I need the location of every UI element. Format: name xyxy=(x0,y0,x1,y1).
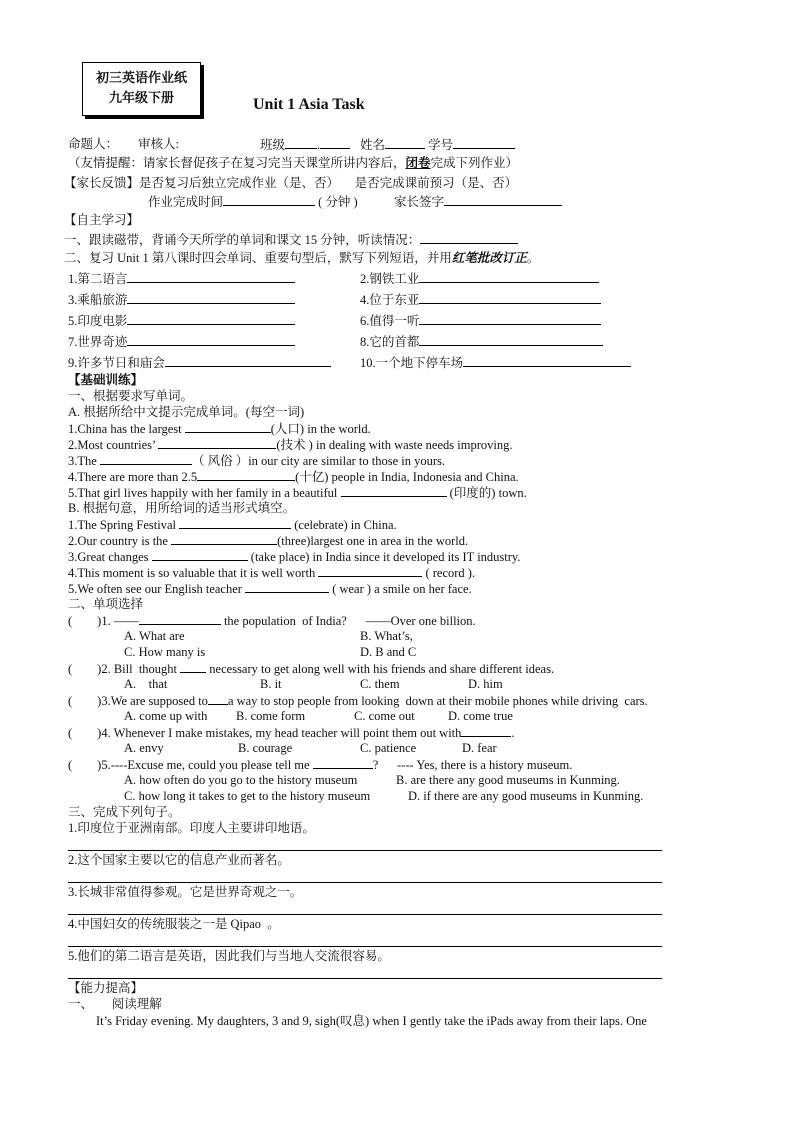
mc-text: ( )5.----Excuse me, could you please tell me xyxy=(68,758,313,772)
mc-text: ? ---- Yes, there is a history museum. xyxy=(372,758,573,772)
phrase-item[interactable] xyxy=(360,333,603,350)
fill-item xyxy=(68,564,475,581)
reading-passage: It’s Friday evening. My daughters, 3 and 9, sigh(叹息) when I gently take the iPads away from their laps. One xyxy=(96,1014,647,1028)
fill-text: ( wear ) a smile on her face. xyxy=(329,582,472,596)
phrase-label: 1.第二语言 xyxy=(68,272,128,286)
mc-option[interactable]: C. patience xyxy=(360,741,417,755)
answer-line[interactable] xyxy=(68,978,662,979)
phrase-label: 3.乘船旅游 xyxy=(68,293,128,307)
answer-blank[interactable] xyxy=(185,420,271,433)
phrase-item[interactable] xyxy=(68,354,331,371)
fill-text: (十亿) people in India, Indonesia and China. xyxy=(295,470,519,484)
sentence-prompt: 4.中国妇女的传统服装之一是 Qipao 。 xyxy=(68,917,280,931)
phrase-item[interactable] xyxy=(68,333,295,350)
fill-item xyxy=(68,516,397,533)
fill-text: (celebrate) in China. xyxy=(291,518,397,532)
reminder-end: 完成下列作业） xyxy=(430,156,519,170)
answer-blank[interactable] xyxy=(197,468,295,481)
fill-text: 3.Great changes xyxy=(68,550,152,564)
mc-option[interactable]: B. What’s, xyxy=(360,629,413,643)
fill-item xyxy=(68,420,371,437)
ability-heading: 【能力提高】 xyxy=(68,981,144,995)
mc-option[interactable]: B. it xyxy=(260,677,282,691)
mc-option[interactable]: D. him xyxy=(468,677,503,691)
mc-option[interactable]: C. how long it takes to get to the history museum xyxy=(124,789,371,803)
section-2-title: 二、单项选择 xyxy=(68,597,144,611)
fill-text: 4.There are more than 2.5 xyxy=(68,470,198,484)
signature-field[interactable] xyxy=(394,193,562,210)
answer-blank[interactable] xyxy=(139,612,221,625)
answer-blank[interactable] xyxy=(245,580,329,593)
page-title: Unit 1 Asia Task xyxy=(253,96,365,113)
section-3-title: 三、完成下列句子。 xyxy=(68,805,181,819)
mc-option[interactable]: D. come true xyxy=(448,709,513,723)
sentence-prompt: 5.他们的第二语言是英语，因此我们与当地人交流很容易。 xyxy=(68,949,390,963)
mc-text: ( )3.We are supposed to xyxy=(68,694,208,708)
mc-text: the population of India? ——Over one billion. xyxy=(220,614,476,628)
time-label: 作业完成时间 xyxy=(148,195,224,209)
fill-text: 3.The xyxy=(68,454,100,468)
worksheet-label: 初三英语作业纸 xyxy=(95,70,187,85)
mc-question xyxy=(68,756,572,773)
phrase-item[interactable] xyxy=(360,312,601,329)
phrase-label: 2.钢铁工业 xyxy=(360,272,420,286)
answer-blank[interactable] xyxy=(100,452,192,465)
mc-option[interactable]: C. come out xyxy=(354,709,415,723)
mc-option[interactable]: D. B and C xyxy=(360,645,417,659)
signature-label: 家长签字 xyxy=(394,195,445,209)
fill-text: 5.That girl lives happily with her family in a beautiful xyxy=(68,486,341,500)
phrase-item[interactable] xyxy=(360,291,601,308)
mc-text: ( )4. Whenever I make mistakes, my head teacher will point them out with xyxy=(68,726,462,740)
reminder-text: （友情提醒：请家长督促孩子在复习完当天课堂所讲内容后， xyxy=(68,156,406,170)
mc-question xyxy=(68,692,648,709)
answer-blank[interactable] xyxy=(461,724,511,737)
answer-blank[interactable] xyxy=(318,564,422,577)
mc-question xyxy=(68,724,515,741)
fill-item xyxy=(68,452,445,469)
number-field[interactable] xyxy=(428,136,515,153)
closed-book-text: 闭卷 xyxy=(405,156,431,170)
red-pen-text: 红笔批改订正 xyxy=(451,251,527,265)
time-field[interactable] xyxy=(148,193,358,210)
mc-option[interactable]: A. how often do you go to the history museum xyxy=(124,773,358,787)
task-listen-text: 一、跟读磁带，背诵今天所学的单词和课文 15 分钟，听读情况： xyxy=(64,233,421,247)
mc-text: ( )2. Bill thought xyxy=(68,662,181,676)
mc-option[interactable]: A. come up with xyxy=(124,709,208,723)
grade-label: 九年级下册 xyxy=(108,90,174,105)
mc-option[interactable]: B. are there any good museums in Kunming. xyxy=(396,773,620,787)
fill-item xyxy=(68,468,519,485)
mc-option[interactable]: A. envy xyxy=(124,741,164,755)
fill-item xyxy=(68,484,527,501)
sentence-prompt: 3.长城非常值得参观。它是世界奇观之一。 xyxy=(68,885,303,899)
task-review xyxy=(64,250,539,266)
class-label: 班级 xyxy=(260,138,286,152)
answer-blank[interactable] xyxy=(158,436,276,449)
fill-text: 1.The Spring Festival xyxy=(68,518,180,532)
phrase-item[interactable] xyxy=(68,270,295,287)
parent-feedback: 【家长反馈】是否复习后独立完成作业（是、否） 是否完成课前预习（是、否） xyxy=(64,176,518,190)
phrase-label: 4.位于东亚 xyxy=(360,293,420,307)
basic-training-heading: 【基础训练】 xyxy=(68,373,144,387)
section-1-title: 一、根据要求写单词。 xyxy=(68,389,194,403)
mc-text: a way to stop people from looking down at their mobile phones while driving cars. xyxy=(227,694,648,708)
phrase-item[interactable] xyxy=(68,291,295,308)
time-unit: ( 分钟 ) xyxy=(318,195,358,209)
fill-text: （ 风俗 ）in our city are similar to those in yours. xyxy=(191,454,446,468)
mc-question xyxy=(68,612,476,629)
answer-line[interactable] xyxy=(68,882,662,883)
answer-blank[interactable] xyxy=(180,660,206,673)
answer-line[interactable] xyxy=(68,946,662,947)
phrase-label: 7.世界奇迹 xyxy=(68,335,128,349)
listen-blank[interactable] xyxy=(420,231,518,244)
fill-item xyxy=(68,436,512,453)
sentence-prompt: 2.这个国家主要以它的信息产业而著名。 xyxy=(68,853,290,867)
task-review-text: 二、复习 Unit 1 第八课时四会单词、重要句型后，默写下列短语，并用 xyxy=(64,251,452,265)
answer-blank[interactable] xyxy=(152,548,248,561)
mc-text: . xyxy=(511,726,515,740)
name-field[interactable] xyxy=(360,136,425,153)
mc-text: necessary to get along well with his friends and share different ideas. xyxy=(206,662,555,676)
phrase-label: 10.一个地下停车场 xyxy=(360,356,464,370)
fill-text: (take place) in India since it developed its IT industry. xyxy=(247,550,521,564)
answer-line[interactable] xyxy=(68,914,662,915)
mc-option[interactable]: B. come form xyxy=(236,709,306,723)
phrase-label: 6.值得一听 xyxy=(360,314,420,328)
phrase-label: 8.它的首都 xyxy=(360,335,420,349)
mc-text: ( )1. —— xyxy=(68,614,139,628)
mc-option[interactable]: D. if there are any good museums in Kunming. xyxy=(408,789,644,803)
phrase-label: 5.印度电影 xyxy=(68,314,128,328)
class-field[interactable]: 班级 . xyxy=(260,136,350,153)
fill-text: 2.Our country is the xyxy=(68,534,172,548)
answer-blank[interactable] xyxy=(171,532,277,545)
phrase-label: 9.许多节日和庙会 xyxy=(68,356,165,370)
fill-text: 5.We often see our English teacher xyxy=(68,582,246,596)
answer-blank[interactable] xyxy=(179,516,291,529)
fill-text: (three)largest one in area in the world. xyxy=(277,534,469,548)
fill-item xyxy=(68,548,521,565)
sentence-prompt: 1.印度位于亚洲南部。印度人主要讲印地语。 xyxy=(68,821,315,835)
phrase-item[interactable] xyxy=(360,270,599,287)
mc-question xyxy=(68,660,554,677)
fill-text: (印度的) town. xyxy=(446,486,527,500)
name-label: 姓名 xyxy=(360,138,386,152)
fill-text: (人口) in the world. xyxy=(270,422,371,436)
mc-option[interactable]: C. How many is xyxy=(124,645,206,659)
phrase-item[interactable] xyxy=(68,312,295,329)
mc-option[interactable]: A. that xyxy=(124,677,168,691)
fill-text: 4.This moment is so valuable that it is well worth xyxy=(68,566,319,580)
fill-text: 2.Most countries’ xyxy=(68,438,159,452)
answer-blank[interactable] xyxy=(313,756,373,769)
part-a-title: A. 根据所给中文提示完成单词。(每空一词) xyxy=(68,405,305,419)
author-label: 命题人： xyxy=(68,137,119,151)
fill-text: 1.China has the largest xyxy=(68,422,185,436)
fill-text: (技术 ) in dealing with waste needs improving. xyxy=(276,438,513,452)
mc-option[interactable]: A. What are xyxy=(124,629,185,643)
part-b-title: B. 根据句意，用所给词的适当形式填空。 xyxy=(68,501,296,515)
mc-option[interactable]: B. courage xyxy=(238,741,293,755)
worksheet-label-box xyxy=(82,62,201,116)
fill-text: ( record ). xyxy=(422,566,476,580)
answer-blank[interactable] xyxy=(208,692,228,705)
answer-line[interactable] xyxy=(68,850,662,851)
phrase-item[interactable] xyxy=(360,354,631,371)
reading-title: 一、 阅读理解 xyxy=(68,997,162,1011)
answer-blank[interactable] xyxy=(341,484,447,497)
fill-item xyxy=(68,580,472,597)
number-label: 学号 xyxy=(428,138,454,152)
task-listen xyxy=(64,231,518,248)
task-review-end: 。 xyxy=(526,251,540,265)
reminder xyxy=(68,155,518,171)
fill-item xyxy=(68,532,468,549)
reviewer-label: 审核人: xyxy=(138,137,179,151)
mc-option[interactable]: D. fear xyxy=(462,741,497,755)
self-study-heading: 【自主学习】 xyxy=(64,213,140,227)
mc-option[interactable]: C. them xyxy=(360,677,400,691)
